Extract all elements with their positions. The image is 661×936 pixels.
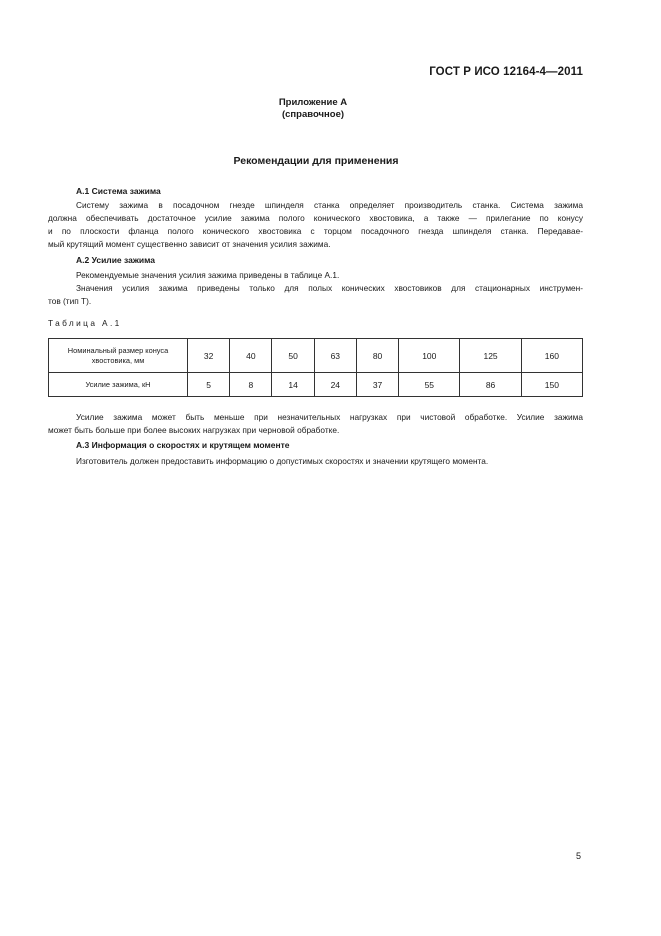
main-title: Рекомендации для применения xyxy=(233,155,399,167)
text-line: Рекомендуемые значения усилия зажима приведены в таблице А.1. xyxy=(76,270,340,280)
table-cell: 80 xyxy=(356,339,398,373)
table-caption: Таблица А.1 xyxy=(48,318,122,328)
table-cell: 50 xyxy=(272,339,314,373)
table-cell: 150 xyxy=(521,373,582,397)
text-line: Значения усилия зажима приведены только для полых конических хвостовиков для стационарных инструмен- xyxy=(76,283,583,293)
text-line: Усилие зажима может быть меньше при незначительных нагрузках при чистовой обработке. Усилие зажима xyxy=(76,412,583,422)
section-a1-heading: А.1 Система зажима xyxy=(76,186,161,196)
text-line: мый крутящий момент существенно зависит от значения усилия зажима. xyxy=(48,239,331,249)
text-line: и по плоскости фланца полого конического хвостовика с торцом посадочного гнезда шпинделя станка. Передавае- xyxy=(48,226,583,236)
table-cell: 32 xyxy=(188,339,230,373)
table-cell: 86 xyxy=(460,373,521,397)
table-cell: 37 xyxy=(356,373,398,397)
appendix-title: Приложение А xyxy=(278,97,348,108)
section-a3-heading: А.3 Информация о скоростях и крутящем моменте xyxy=(76,440,290,450)
table-row xyxy=(49,373,583,397)
text-line: Систему зажима в посадочном гнезде шпинделя станка определяет производитель станка. Система зажима xyxy=(76,200,583,210)
table-cell: 125 xyxy=(460,339,521,373)
clamping-force-table xyxy=(48,338,583,397)
table-cell: 8 xyxy=(230,373,272,397)
table-cell: 63 xyxy=(314,339,356,373)
text-line: может быть больше при более высоких нагрузках при черновой обработке. xyxy=(48,425,340,435)
appendix-subtitle: (справочное) xyxy=(281,109,345,120)
table-row-label: Усилие зажима, кН xyxy=(49,373,188,397)
table-row-label: Номинальный размер конуса хвостовика, мм xyxy=(49,339,188,373)
section-a2-heading: А.2 Усилие зажима xyxy=(76,255,156,265)
section-a2-text xyxy=(48,269,583,308)
table-cell: 14 xyxy=(272,373,314,397)
page-number: 5 xyxy=(575,851,581,861)
table-cell: 55 xyxy=(399,373,460,397)
section-a3-text xyxy=(48,455,583,468)
text-line: Изготовитель должен предоставить информацию о допустимых скоростях и значении крутящего момента. xyxy=(76,456,489,466)
standard-designation: ГОСТ Р ИСО 12164-4—2011 xyxy=(429,66,583,78)
table-cell: 160 xyxy=(521,339,582,373)
table-cell: 5 xyxy=(188,373,230,397)
post-table-text xyxy=(48,411,583,437)
table-cell: 24 xyxy=(314,373,356,397)
table-cell: 100 xyxy=(399,339,460,373)
section-a1-text xyxy=(48,199,583,251)
text-line: должна обеспечивать достаточное усилие зажима полого конического хвостовика, а также — прилегание по конусу xyxy=(48,213,583,223)
table-row xyxy=(49,339,583,373)
table-cell: 40 xyxy=(230,339,272,373)
text-line: тов (тип Т). xyxy=(48,296,92,306)
